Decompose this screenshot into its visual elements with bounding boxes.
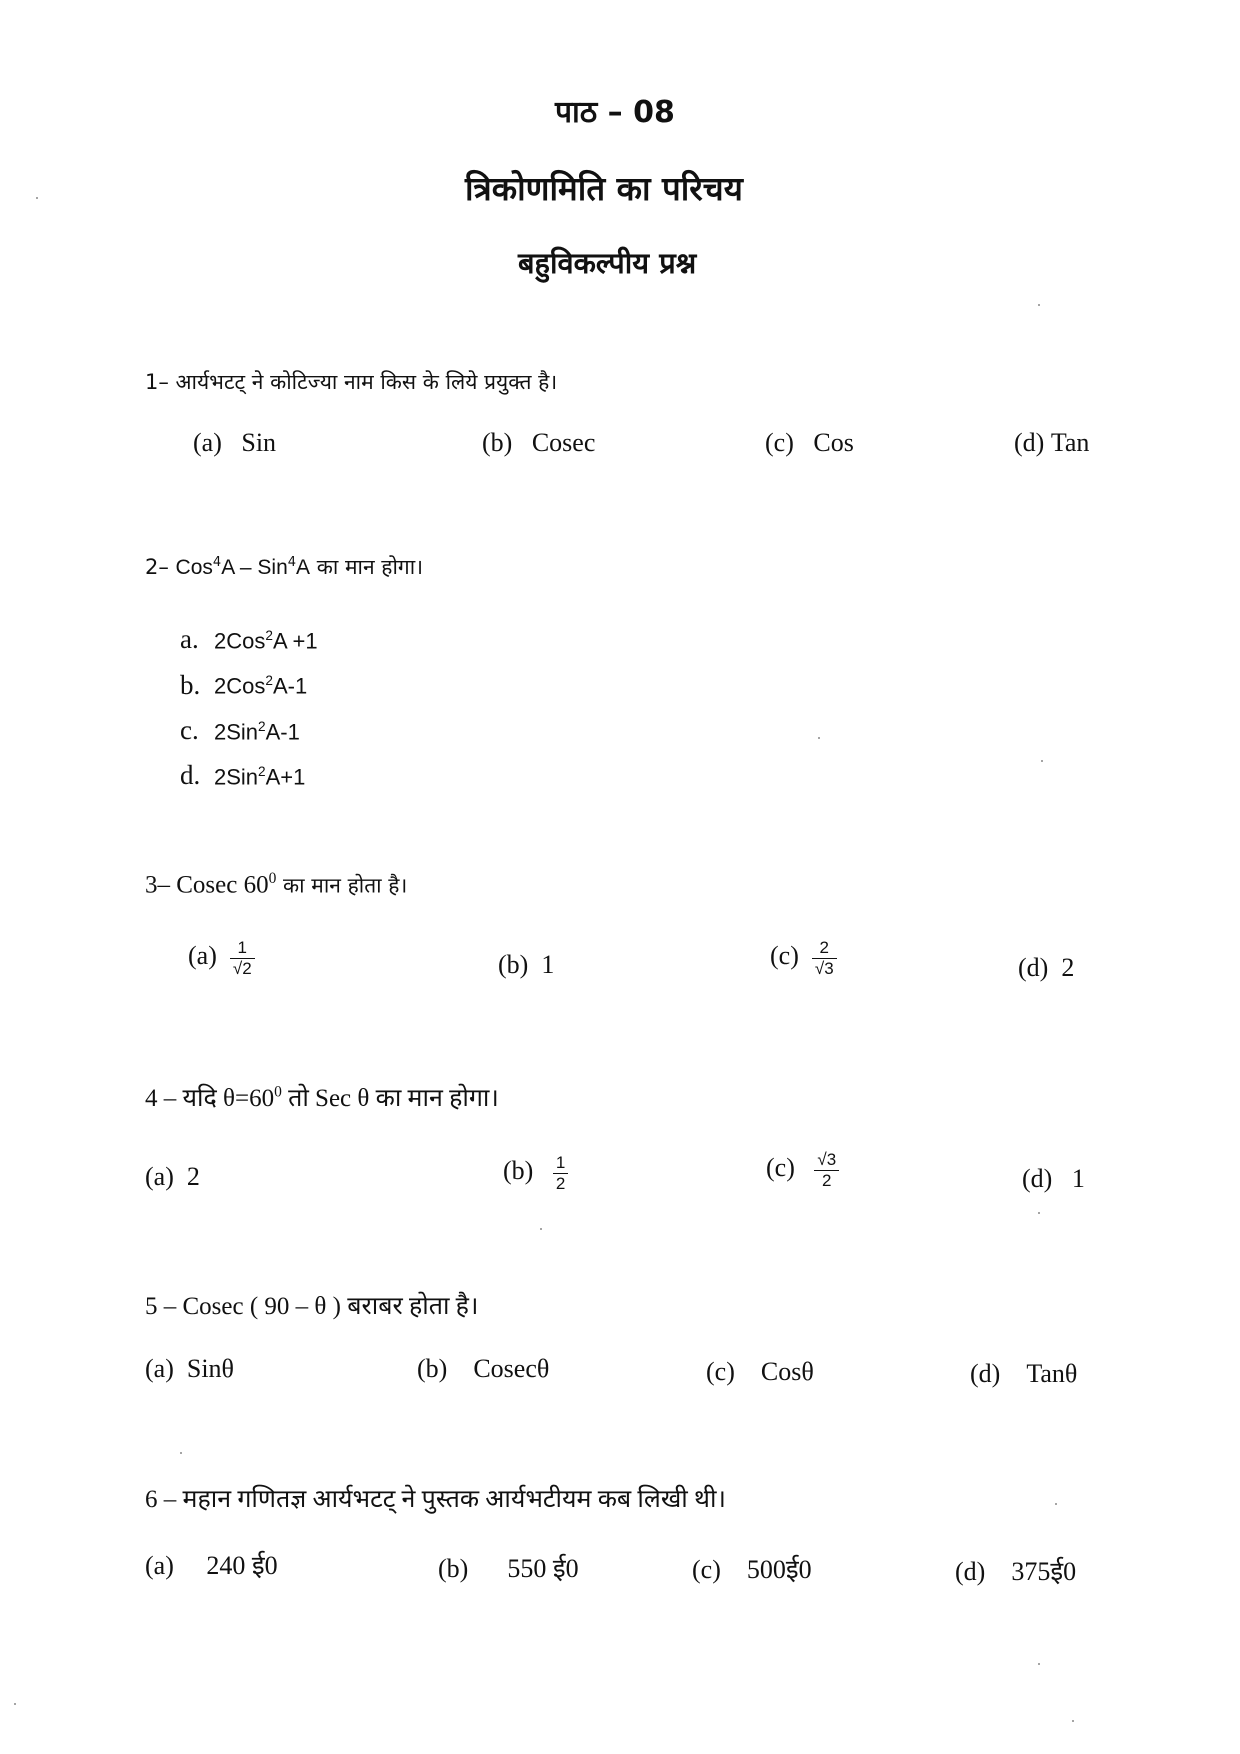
q6-option-d	[955, 1552, 1076, 1588]
option-label: (c)	[765, 428, 794, 457]
scan-speck	[1041, 760, 1043, 762]
scan-speck	[1072, 1720, 1074, 1722]
q4-prefix: 4 – यदि θ=60	[145, 1085, 275, 1112]
q1-option-a	[193, 428, 276, 458]
option-label: (d)	[1018, 953, 1049, 982]
option-label: (d)	[970, 1359, 1001, 1388]
q4-option-d	[1022, 1164, 1085, 1194]
option-value: Tanθ	[1026, 1359, 1078, 1388]
q3-option-d	[1018, 953, 1074, 983]
scan-speck	[540, 1228, 542, 1230]
scan-speck	[180, 1452, 182, 1454]
q2-suffix: का मान होगा।	[310, 555, 424, 579]
scan-speck	[14, 1703, 16, 1705]
question-2-options	[180, 616, 318, 797]
q2-prefix: 2–	[145, 555, 176, 579]
page-title: त्रिकोणमिति का परिचय	[465, 169, 743, 208]
q1-option-b	[482, 428, 595, 458]
option-value: 1	[541, 950, 555, 979]
option-post: A-1	[265, 718, 300, 744]
option-value: 2	[1061, 953, 1075, 982]
q5-option-a	[145, 1354, 234, 1384]
q2-term2: Sin	[257, 556, 288, 579]
q3-option-a	[188, 938, 255, 978]
fraction-denominator: 2	[822, 1170, 832, 1190]
q2-term1: Cos	[175, 556, 213, 579]
q4-option-a	[145, 1162, 200, 1192]
option-value: Cosec	[531, 428, 596, 457]
option-pre: 2Sin	[214, 764, 259, 790]
q2-option-c	[180, 707, 318, 752]
option-post: A-1	[272, 673, 308, 699]
option-exp: 2	[265, 673, 273, 689]
fraction	[230, 938, 255, 978]
q4-option-b	[503, 1153, 568, 1193]
q6-option-b	[438, 1549, 579, 1585]
fraction-numerator: 1	[553, 1153, 568, 1174]
scan-speck	[1038, 1212, 1040, 1214]
option-label: (a)	[193, 428, 222, 457]
fraction	[812, 938, 837, 978]
option-label: (c)	[766, 1153, 795, 1183]
option-value: 375ई0	[1011, 1557, 1077, 1586]
scan-speck	[1038, 304, 1040, 306]
q2-term2-tail: A	[296, 556, 311, 579]
q5-option-d	[970, 1359, 1077, 1389]
q5-option-c	[706, 1357, 814, 1387]
option-value: Sin	[241, 428, 277, 457]
scan-speck	[818, 737, 820, 739]
question-1-text: 1– आर्यभटट् ने कोटिज्या नाम किस के लिये प्रयुक्त है।	[145, 370, 558, 394]
question-6-text: 6 – महान गणितज्ञ आर्यभटट् ने पुस्तक आर्यभटीयम कब लिखी थी।	[145, 1486, 726, 1513]
fraction	[553, 1153, 568, 1193]
option-label: d.	[180, 760, 201, 791]
section-subtitle: बहुविकल्पीय प्रश्न	[518, 246, 697, 280]
q1-option-c	[765, 428, 854, 458]
q4-option-c	[766, 1150, 839, 1190]
scan-speck	[1055, 1503, 1057, 1505]
option-exp: 2	[258, 718, 266, 734]
fraction-denominator: √3	[814, 958, 834, 978]
option-label: (c)	[770, 941, 799, 971]
option-value: Sinθ	[186, 1354, 234, 1383]
option-label: (d)	[955, 1557, 986, 1586]
option-exp: 2	[265, 628, 273, 643]
q3-suffix: का मान होता है।	[276, 873, 408, 898]
q4-exp: 0	[274, 1083, 282, 1101]
option-value: Cosecθ	[473, 1354, 550, 1383]
q4-suffix: तो Sec θ का मान होगा।	[281, 1085, 499, 1112]
option-pre: 2Sin	[214, 718, 259, 744]
option-label: (b)	[482, 428, 513, 457]
option-label: b.	[180, 669, 201, 700]
option-label: (b)	[438, 1554, 469, 1583]
option-label: c.	[180, 714, 199, 745]
fraction-numerator: √3	[814, 1150, 839, 1171]
option-value: Cosθ	[760, 1357, 814, 1386]
option-value: Tan	[1050, 428, 1090, 457]
fraction-numerator: 2	[812, 938, 837, 959]
option-label: (c)	[706, 1357, 735, 1386]
chapter-heading: पाठ – 08	[555, 95, 675, 130]
q2-option-d	[180, 752, 318, 797]
q2-exp1: 4	[212, 555, 222, 570]
option-post: A +1	[272, 628, 318, 654]
option-label: (b)	[503, 1156, 534, 1186]
option-label: (d)	[1022, 1164, 1053, 1193]
q2-option-b	[180, 661, 318, 706]
option-value: Cos	[813, 428, 854, 457]
q3-option-b	[498, 950, 554, 980]
option-value: 550 ई0	[507, 1554, 579, 1583]
option-exp: 2	[258, 763, 266, 779]
option-label: (d)	[1014, 428, 1045, 457]
q5-option-b	[417, 1354, 549, 1384]
fraction	[814, 1150, 839, 1190]
option-pre: 2Cos	[214, 628, 266, 654]
scan-speck	[1038, 1663, 1040, 1665]
question-3-text	[145, 870, 407, 899]
option-value: 1	[1071, 1164, 1085, 1193]
option-label: (b)	[498, 950, 529, 979]
q6-option-a	[145, 1546, 278, 1582]
option-label: (b)	[417, 1354, 448, 1383]
option-label: a.	[180, 624, 199, 655]
option-label: (c)	[692, 1555, 721, 1584]
q3-prefix: 3– Cosec 60	[145, 871, 269, 899]
question-2-text	[145, 553, 423, 581]
option-post: A+1	[265, 764, 306, 790]
scan-speck	[36, 197, 38, 199]
q2-option-a	[180, 616, 318, 661]
q2-term1-tail: A –	[221, 556, 258, 579]
q1-option-d	[1014, 428, 1089, 458]
option-label: (a)	[145, 1162, 174, 1191]
fraction-numerator: 1	[230, 938, 255, 959]
q6-option-c	[692, 1550, 812, 1586]
q2-exp2: 4	[287, 555, 297, 570]
q3-option-c	[770, 938, 837, 978]
option-label: (a)	[188, 941, 217, 971]
option-value: 2	[186, 1162, 200, 1191]
q3-exp: 0	[268, 870, 277, 887]
option-value: 500ई0	[746, 1555, 812, 1584]
fraction-denominator: 2	[555, 1173, 566, 1193]
option-label: (a)	[145, 1354, 174, 1383]
fraction-denominator: √2	[232, 958, 252, 978]
option-label: (a)	[145, 1551, 174, 1580]
option-value: 240 ई0	[206, 1551, 278, 1580]
question-5-text: 5 – Cosec ( 90 – θ ) बराबर होता है।	[145, 1293, 479, 1320]
question-4-text	[145, 1080, 499, 1114]
option-pre: 2Cos	[214, 673, 266, 699]
